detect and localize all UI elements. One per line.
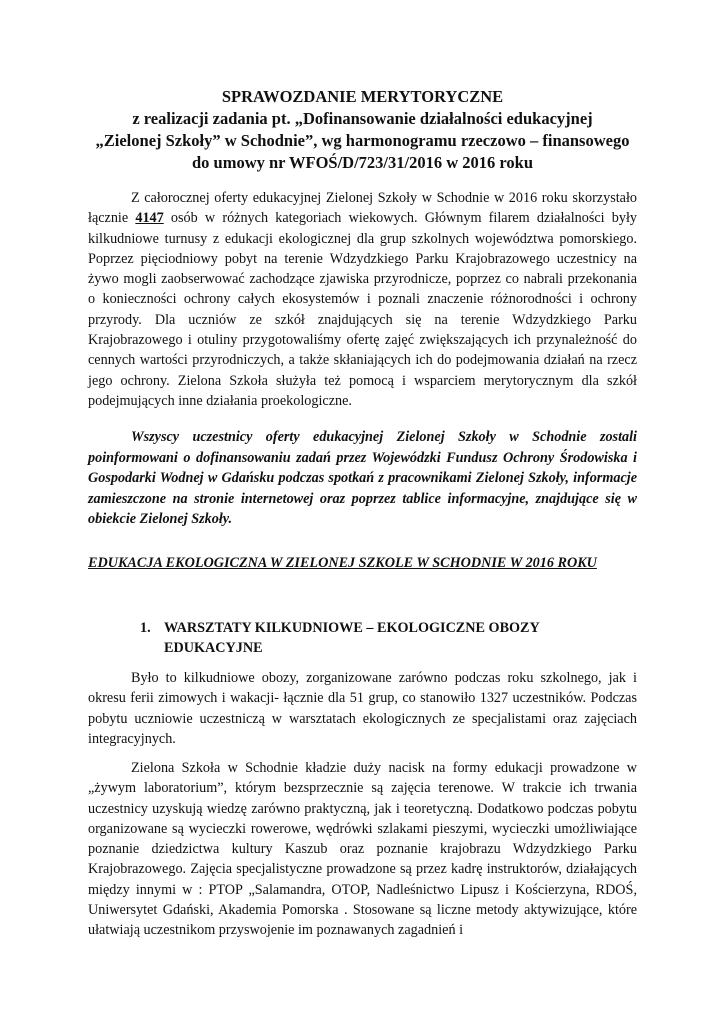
workshops-paragraph: Było to kilkudniowe obozy, zorganizowane zarówno podczas roku szkolnego, jak i okresu ferii zimowych i wakacji- łącznie dla 51 grup, co stanowiło 1327 uczestników. Podczas pobytu uczniowie uczestniczą w warsztatach ekologicznych ze specjalistami oraz zajęciach integracyjnych. <box>88 670 637 747</box>
intro-text-start: Z całorocznej oferty edukacyjnej Zielonej Szkoły w Schodnie w 2016 roku skorzystało łącznie <box>88 190 637 227</box>
heading-number: 1. <box>140 620 151 636</box>
section-title: EDUKACJA EKOLOGICZNA W ZIELONEJ SZKOLE W SCHODNIE W 2016 ROKU <box>88 555 597 571</box>
heading-text: WARSZTATY KILKUDNIOWE – EKOLOGICZNE OBOZY EDUKACYJNE <box>164 620 540 657</box>
participants-count: 4147 <box>135 210 164 227</box>
title-line-2: z realizacji zadania pt. „Dofinansowanie działalności edukacyjnej <box>132 109 593 128</box>
title-line-1: SPRAWOZDANIE MERYTORYCZNE <box>221 87 504 106</box>
title-line-3: „Zielonej Szkoły” w Schodnie”, wg harmonogramu rzeczowo – finansowego <box>95 131 630 150</box>
intro-paragraph <box>88 188 637 411</box>
funding-notice-paragraph: Wszyscy uczestnicy oferty edukacyjnej Zielonej Szkoły w Schodnie zostali poinformowani o dofinansowaniu zadań przez Wojewódzki Fundusz Ochrony Środowiska i Gospodarki Wodnej w Gdańsku podczas spotkań z pracownikami Zielonej Szkoły, informacje zamieszczone na stronie internetowej oraz poprzez tablice informacyjne, znajdujące się w obiekcie Zielonej Szkoły. <box>88 429 637 527</box>
subsection-heading <box>140 618 600 659</box>
title-line-4: do umowy nr WFOŚ/D/723/31/2016 w 2016 roku <box>191 153 534 172</box>
field-education-paragraph: Zielona Szkoła w Schodnie kładzie duży nacisk na formy edukacji prowadzone w „żywym laboratorium”, którym bezsprzecznie są zajęcia terenowe. W trakcie ich trwania uczestnicy uzyskują wiedzę zarówno praktyczną, jak i teoretyczną. Dodatkowo podczas pobytu organizowane są wycieczki rowerowe, wędrówki szlakami pieszymi, wycieczki umożliwiające poznanie dziedzictwa kultury Kaszub oraz poznanie krajobrazu Wdzydzkiego Parku Krajobrazowego. Zajęcia specjalistyczne prowadzone są przez kadrę instruktorów, działających między innymi w : PTOP „Salamandra, OTOP, Nadleśnictwo Lipusz i Kościerzyna, RDOŚ, Uniwersytet Gdański, Akademia Pomorska . Stosowane są liczne metody aktywizujące, które ułatwiają uczestnikom przyswojenie im poznawanych zagadnień i <box>88 760 637 939</box>
intro-text-end: osób w różnych kategoriach wiekowych. Głównym filarem działalności były kilkudniowe turnusy z edukacji ekologicznej dla grup szkolnych województwa pomorskiego. Poprzez pięciodniowy pobyt na terenie Wdzydzkiego Parku Krajobrazowego uczestnicy na żywo mogli zaobserwować zachodzące zjawiska przyrodnicze, poprzez co nabrali przekonania o konieczności ochrony całych ekosystemów i poznali znaczenie różnorodności i ochrony przyrody. Dla uczniów ze szkół znajdujących się na terenie Wdzydzkiego Parku Krajobrazowego i otuliny przygotowaliśmy ofertę zajęć zwiększających ich przynależność do cennych wartości przyrodniczych, a także skłaniających ich do podejmowania działań na rzecz jego ochrony. Zielona Szkoła służyła też pomocą i wsparciem merytorycznym dla szkół podejmujących inne działania proekologiczne. <box>88 210 637 409</box>
report-title <box>60 86 665 174</box>
